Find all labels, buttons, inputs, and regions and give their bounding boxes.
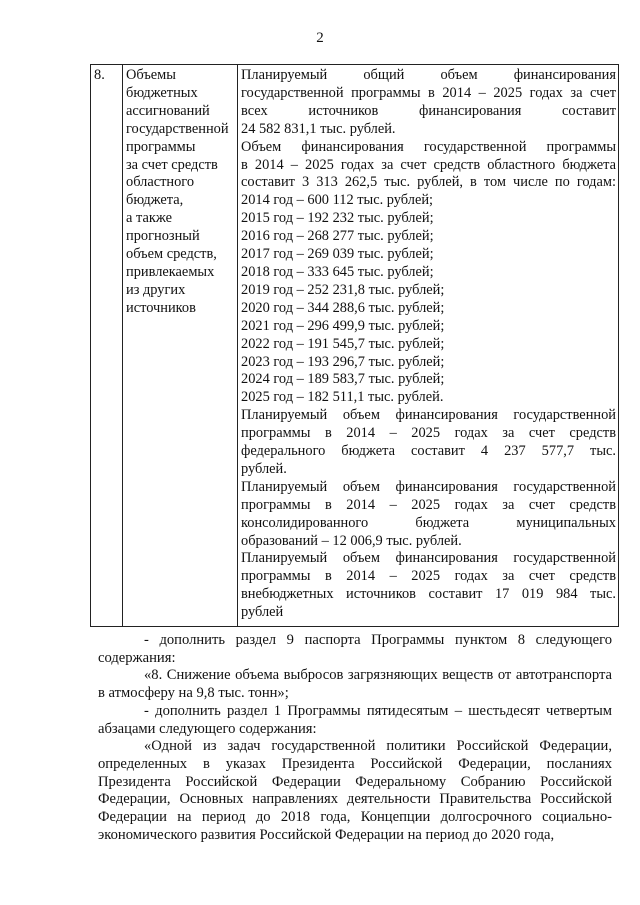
year-line: 2024 год – 189 583,7 тыс. рублей; [241,371,445,388]
row-name-line: бюджетных [126,84,198,101]
row-name-line: ассигнований [126,102,210,119]
year-line: 2023 год – 193 296,7 тыс. рублей; [241,353,445,370]
municipal-budget-block [241,479,616,551]
extrabudgetary-block [241,550,616,622]
text-line: рублей. [241,460,287,477]
text-line: рублей [241,604,284,621]
text-line: внебюджетных источников составит 17 019 984 тыс. [241,586,616,603]
row-name-line: областного [126,174,195,191]
text-line: Планируемый объем финансирования государственной [241,550,616,567]
row-name-line: а также [126,210,172,227]
text-line: 24 582 831,1 тыс. рублей. [241,120,396,137]
year-line: 2022 год – 191 545,7 тыс. рублей; [241,335,445,352]
text-line: Планируемый объем финансирования государственной [241,478,616,495]
text-line: консолидированного бюджета муниципальных [241,514,616,531]
text-line: Планируемый общий объем финансирования [241,67,616,83]
row-name-line: за счет средств [126,156,218,173]
year-line: 2025 год – 182 511,1 тыс. рублей. [241,389,444,406]
row-name-line: объем средств, [126,246,217,263]
paragraph: - дополнить раздел 1 Программы пятидесятым – шестьдесят четвертым абзацами следующего содержания: [98,702,612,737]
row-description-cell [238,65,619,627]
federal-budget-block [241,407,616,479]
passport-table [90,64,619,627]
paragraph: - дополнить раздел 9 паспорта Программы пунктом 8 следующего содержания: [98,632,612,666]
row-name-line: из других [126,281,186,298]
table-row [91,65,619,627]
year-line: 2016 год – 268 277 тыс. рублей; [241,228,434,245]
row-name-line: привлекаемых [126,263,215,280]
row-name-line: прогнозный [126,228,200,245]
row-name-line: Объемы [126,67,176,83]
year-line: 2019 год – 252 231,8 тыс. рублей; [241,281,445,298]
row-name-line: бюджета, [126,192,184,209]
total-funding-block [241,67,616,139]
row-name-line: источников [126,299,196,316]
text-line: всех источников финансирования составит [241,102,616,119]
regional-budget-block [241,139,616,408]
year-line: 2014 год – 600 112 тыс. рублей; [241,192,434,209]
year-line: 2021 год – 296 499,9 тыс. рублей; [241,317,445,334]
paragraph: «8. Снижение объема выбросов загрязняющих веществ от автотранспорта в атмосферу на 9,8 тыс. тонн»; [98,667,612,702]
text-line: государственной программы в 2014 – 2025 годах за счет [241,84,616,101]
year-line: 2017 год – 269 039 тыс. рублей; [241,246,434,263]
year-line: 2020 год – 344 288,6 тыс. рублей; [241,299,445,316]
page-number: 2 [316,30,324,46]
text-line: программы в 2014 – 2025 годах за счет средств [241,496,616,513]
amendment-text [98,632,612,844]
paragraph: «Одной из задач государственной политики Российской Федерации, определенных в указах Президента Российской Федерации, посланиях Президента Российской Федерации Федеральному Собранию Российской Федерации, Основных направлениях деятельности Правительства Российской Федерации на период до 2018 года, Концепции долгосрочного социально-экономического развития Российской Федерации на период до 2020 года, [98,738,612,843]
text-line: в 2014 – 2025 годах за счет средств областного бюджета [241,156,616,173]
text-line: федерального бюджета составит 4 237 577,7 тыс. [241,443,616,460]
row-name-line: программы [126,138,196,155]
text-line: образований – 12 006,9 тыс. рублей. [241,532,462,549]
text-line: программы в 2014 – 2025 годах за счет средств [241,568,616,585]
row-name-line: государственной [126,120,229,137]
row-number-cell: 8. [91,65,123,627]
text-line: Объем финансирования государственной программы [241,138,616,155]
row-name-cell [123,65,238,627]
year-line: 2018 год – 333 645 тыс. рублей; [241,263,434,280]
text-line: составит 3 313 262,5 тыс. рублей, в том числе по годам: [241,174,616,191]
text-line: Планируемый объем финансирования государственной [241,407,616,424]
year-line: 2015 год – 192 232 тыс. рублей; [241,210,434,227]
text-line: программы в 2014 – 2025 годах за счет средств [241,425,616,442]
